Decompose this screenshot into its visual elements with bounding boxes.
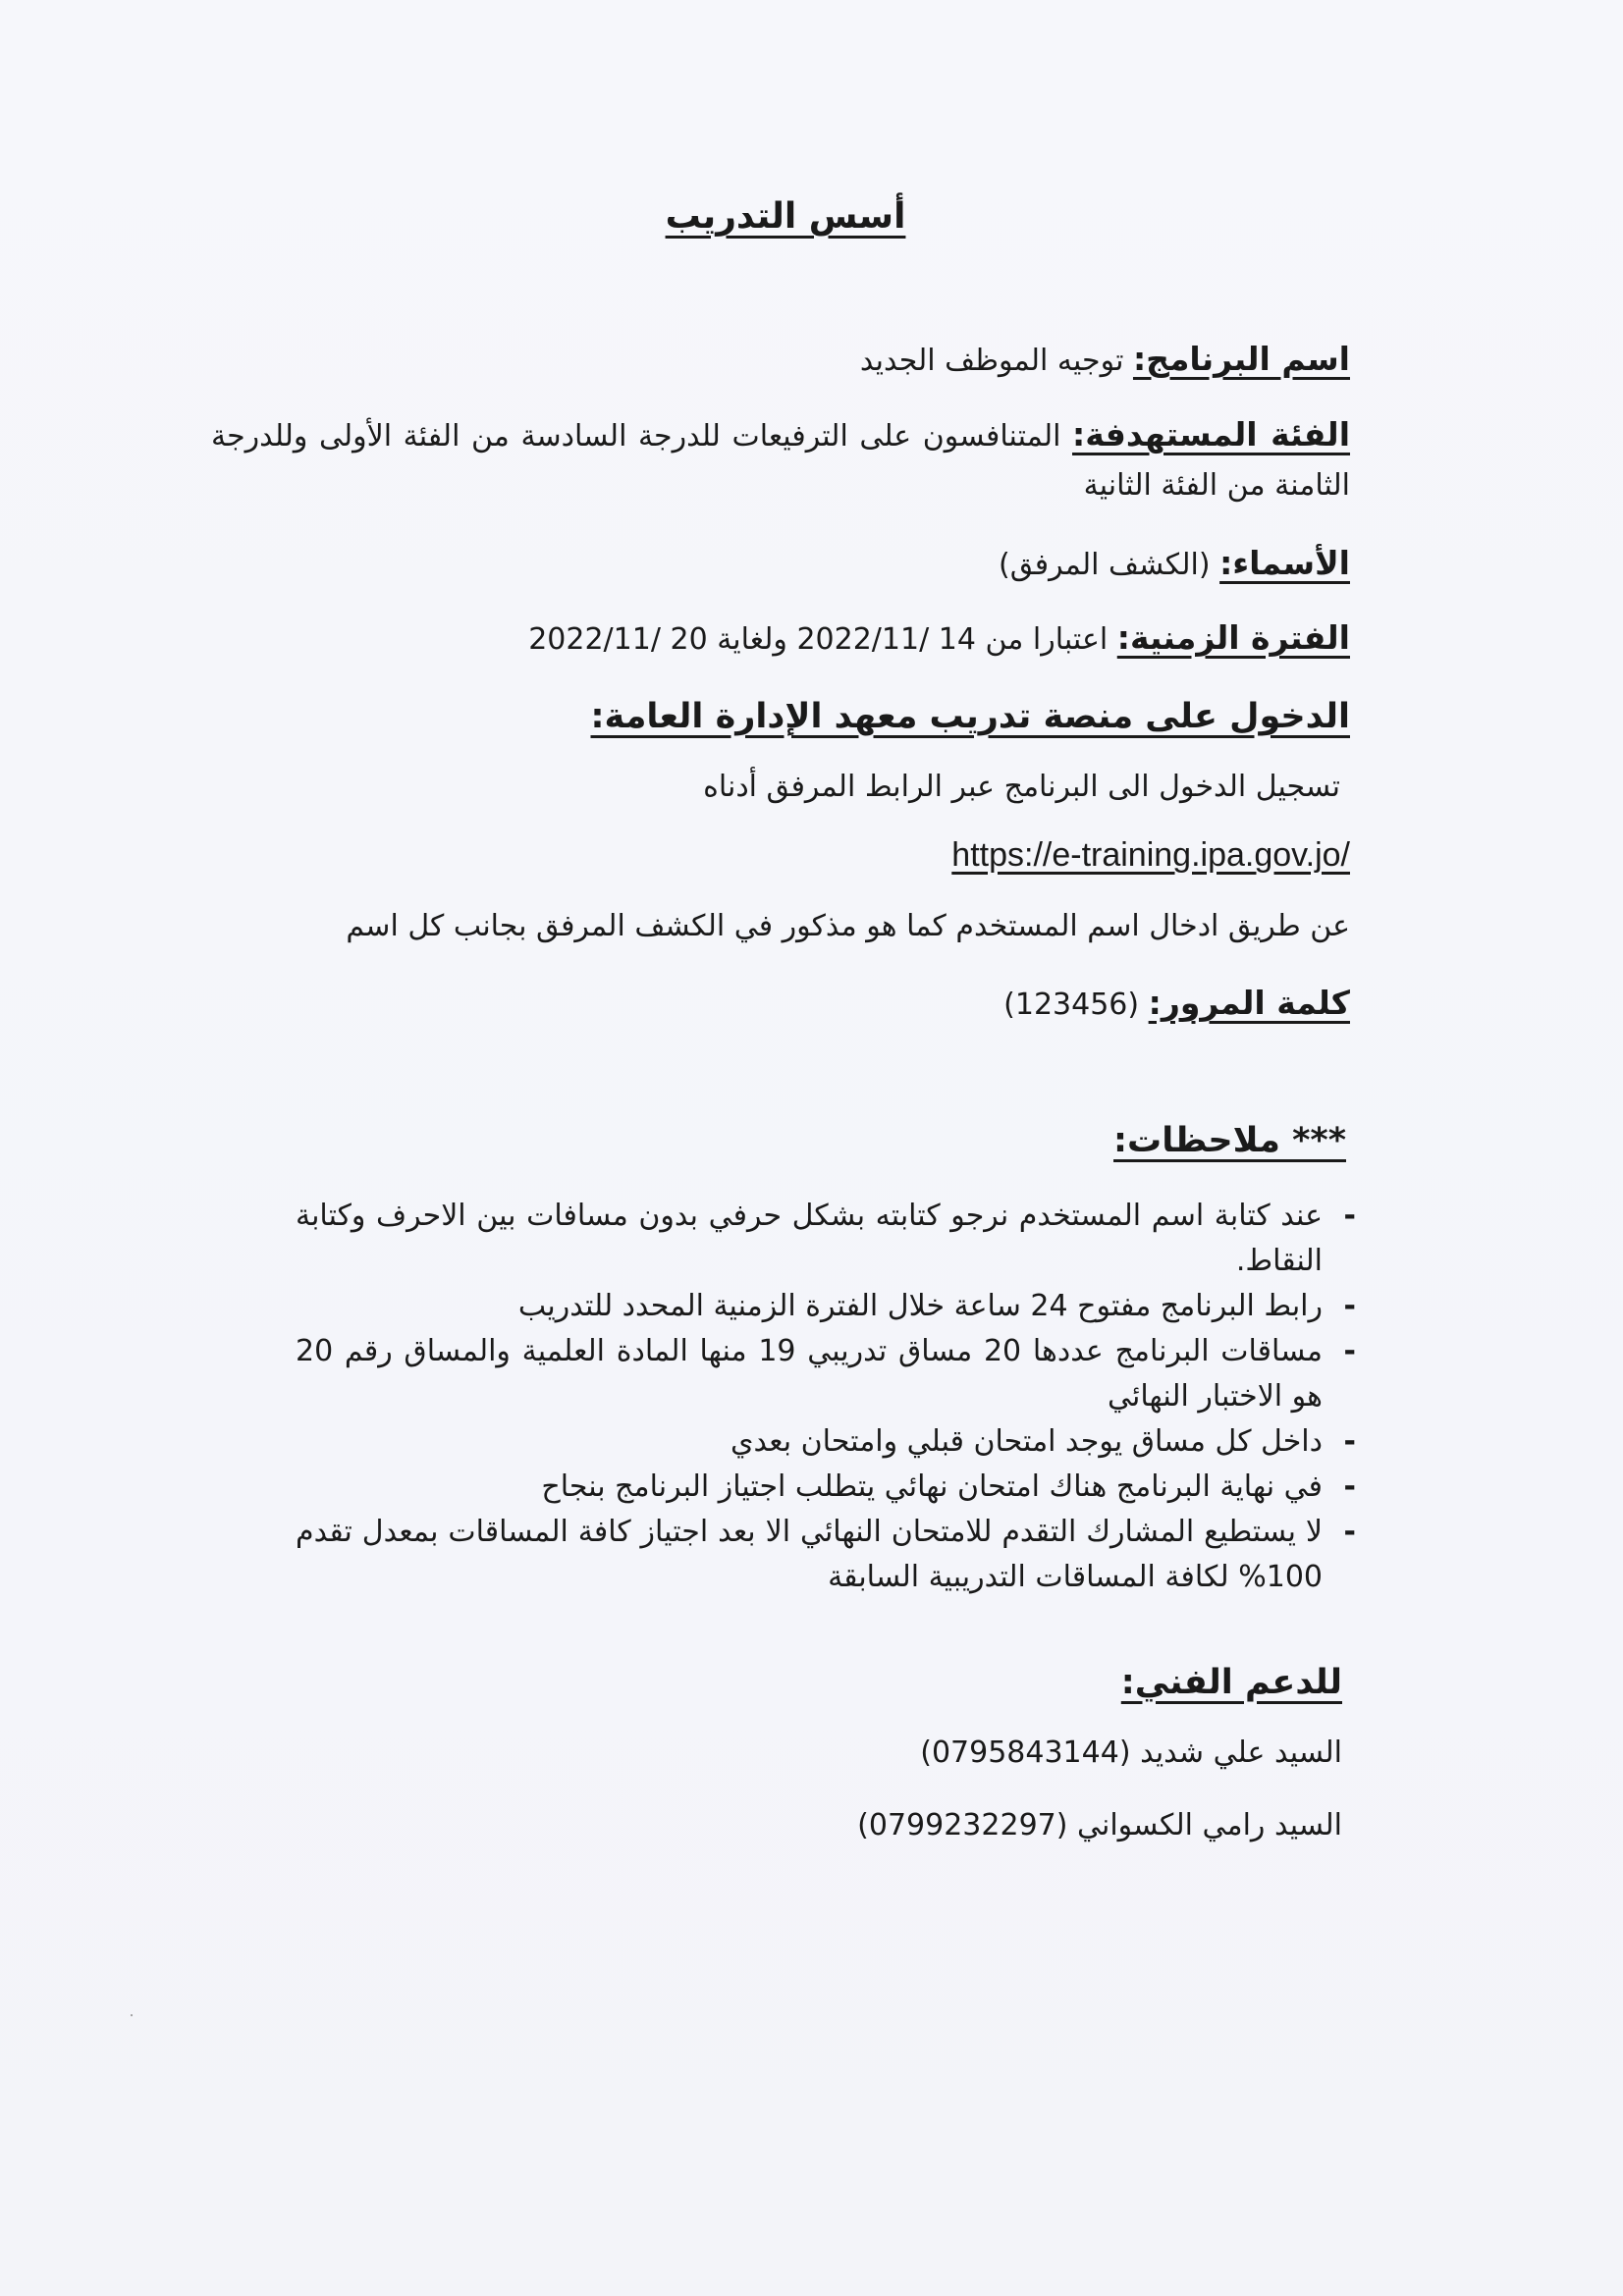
username-text: عن طريق ادخال اسم المستخدم كما هو مذكور في الكشف المرفق بجانب كل اسم [346,909,1350,943]
note-text: مساقات البرنامج عددها 20 مساق تدريبي 19 منها المادة العلمية والمساق رقم 20 هو الاختبار النهائي [296,1334,1323,1414]
target-line [211,410,1350,510]
bullet-dash: - [1343,1199,1356,1233]
register-text: تسجيل الدخول الى البرنامج عبر الرابط المرفق أدناه [703,770,1340,804]
training-url-link[interactable]: https://e-training.ipa.gov.jo/ [951,836,1350,874]
access-heading-line [591,693,1351,742]
target-label: الفئة المستهدفة: [1072,415,1351,454]
list-item [296,1284,1356,1329]
note-text: داخل كل مساق يوجد امتحان قبلي وامتحان بعدي [730,1424,1323,1459]
access-heading: الدخول على منصة تدريب معهد الإدارة العامة: [590,697,1350,736]
list-item [296,1510,1356,1600]
list-item [296,1329,1356,1419]
note-text: رابط البرنامج مفتوح 24 ساعة خلال الفترة الزمنية المحدد للتدريب [517,1289,1323,1323]
notes-heading: *** ملاحظات: [1113,1121,1346,1160]
program-line [860,336,1350,385]
names-value: (الكشف المرفق) [999,548,1220,582]
bullet-dash: - [1343,1424,1356,1459]
bullet-dash: - [1343,1334,1356,1368]
bullet-dash: - [1343,1289,1356,1323]
period-label: الفترة الزمنية: [1116,618,1350,657]
period-value: اعتبارا من 14 /2022/11 ولغاية 20 /2022/11 [528,622,1117,657]
list-item [296,1194,1356,1284]
period-line [528,614,1350,664]
bullet-dash: - [1343,1469,1356,1504]
notes-list [296,1194,1356,1600]
list-item [296,1465,1356,1510]
note-text: في نهاية البرنامج هناك امتحان نهائي يتطلب اجتياز البرنامج بنجاح [541,1469,1323,1504]
scan-speck [131,2014,133,2016]
notes-heading-line [1113,1117,1346,1166]
target-value: المتنافسون على الترفيعات للدرجة السادسة من الفئة الأولى وللدرجة الثامنة من الفئة الثانية [211,419,1350,503]
support-heading: للدعم الفني: [1120,1663,1342,1702]
password-value: (123456) [1003,988,1149,1022]
support-contact-2: السيد رامي الكسواني (0799232297) [857,1808,1342,1842]
support-contact-1: السيد علي شديد (0795843144) [920,1735,1342,1770]
bullet-dash: - [1343,1515,1356,1549]
program-value: توجيه الموظف الجديد [859,344,1133,378]
note-text: لا يستطيع المشارك التقدم للامتحان النهائي الا بعد اجتياز كافة المساقات بمعدل تقدم 100% لكافة المساقات التدريبية السابقة [296,1515,1323,1594]
program-label: اسم البرنامج: [1132,340,1350,378]
document-title: أسس التدريب [665,196,906,237]
list-item [296,1419,1356,1465]
password-line [1003,980,1350,1029]
names-label: الأسماء: [1219,544,1350,582]
note-text: عند كتابة اسم المستخدم نرجو كتابته بشكل حرفي بدون مسافات بين الاحرف وكتابة النقاط. [296,1199,1323,1278]
password-label: كلمة المرور: [1148,984,1350,1022]
names-line [999,540,1350,589]
support-heading-line [1121,1659,1342,1708]
